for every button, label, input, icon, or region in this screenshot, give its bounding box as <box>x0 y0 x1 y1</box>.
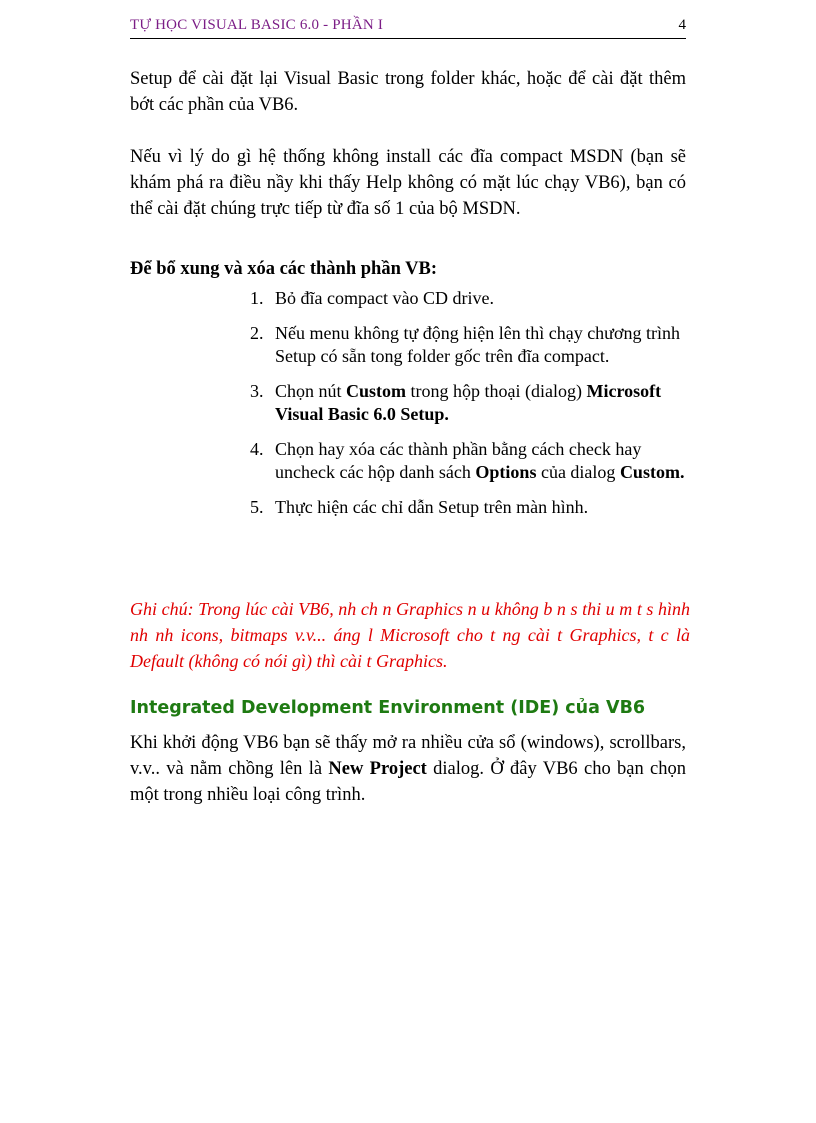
page-number: 4 <box>678 17 686 33</box>
step-bold-text: Microsoft Visual Basic 6.0 Setup. <box>275 381 662 424</box>
list-item <box>250 438 690 484</box>
list-item <box>250 380 690 426</box>
paragraph-setup: Setup để cài đặt lại Visual Basic trong folder khác, hoặc để cài đặt thêm bớt các phần của VB6. <box>130 69 686 115</box>
paragraph-ide <box>130 730 686 808</box>
step-number: 5. <box>250 497 264 517</box>
paragraph-text: dialog. Ở đây VB6 cho bạn chọn một trong nhiều loại công trình. <box>130 759 687 805</box>
note-text: Ghi chú: Trong lúc cài VB6, nh ch n Graphics n u không b n s thi u m t s hình nh nh icons, bitmaps v.v... áng l Microsoft cho t ng cài t Graphics, t c là Default (không có nói gì) thì cài t Graphics. <box>130 599 690 671</box>
step-text: Chọn hay xóa các thành phần bằng cách check hay uncheck các hộp danh sách <box>275 439 642 482</box>
step-text: Bỏ đĩa compact vào CD drive. <box>275 288 494 308</box>
step-number: 2. <box>250 323 264 343</box>
new-project-label: New Project <box>328 759 427 779</box>
section-heading: Để bổ xung và xóa các thành phần VB: <box>130 259 438 279</box>
paragraph-msdn: Nếu vì lý do gì hệ thống không install các đĩa compact MSDN (bạn sẽ khám phá ra điều nầy khi thấy Help không có mặt lúc chạy VB6), bạn có thể cài đặt chúng trực tiếp từ đĩa số 1 của bộ MSDN. <box>130 147 686 219</box>
step-text: Chọn nút <box>275 381 347 401</box>
step-number: 1. <box>250 288 264 308</box>
step-number: 4. <box>250 439 264 459</box>
step-number: 3. <box>250 381 264 401</box>
step-bold-text: Options <box>475 462 537 482</box>
paragraph-text: Khi khởi động VB6 bạn sẽ thấy mở ra nhiều cửa sổ (windows), scrollbars, v.v.. và nằm chồng lên là <box>130 733 686 779</box>
list-item <box>250 322 690 368</box>
ide-heading: Integrated Development Environment (IDE) của VB6 <box>130 698 646 718</box>
list-item <box>250 287 690 310</box>
list-item <box>250 496 690 519</box>
step-bold-text: Custom <box>346 381 407 401</box>
step-text: Thực hiện các chỉ dẫn Setup trên màn hình. <box>275 497 589 517</box>
step-text: Nếu menu không tự động hiện lên thì chạy chương trình Setup có sẵn tong folder gốc trên đĩa compact. <box>275 323 680 366</box>
steps-list <box>250 287 690 531</box>
step-bold-text: Custom. <box>619 462 685 482</box>
step-text: trong hộp thoại (dialog) <box>406 381 587 401</box>
page-header <box>130 16 686 39</box>
step-text: của dialog <box>536 462 620 482</box>
header-title: TỰ HỌC VISUAL BASIC 6.0 - PHẦN I <box>130 17 384 33</box>
